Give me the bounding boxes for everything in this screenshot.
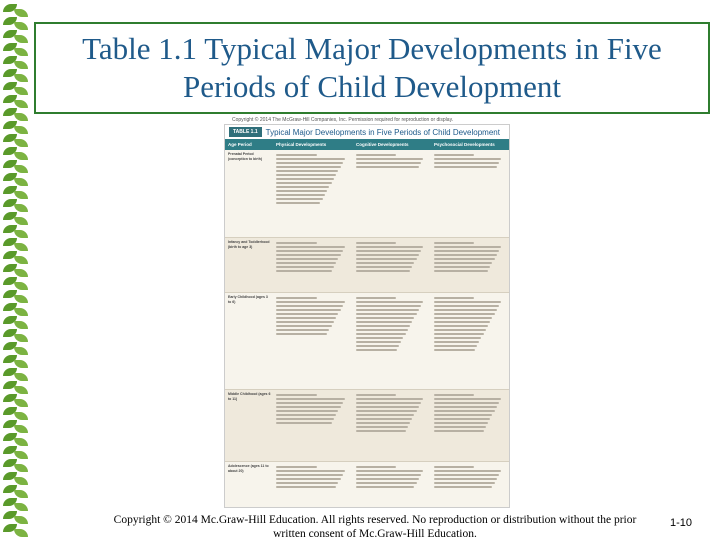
- leaf-decoration: [14, 282, 28, 290]
- illegible-text-line: [434, 246, 501, 248]
- table-row: [225, 150, 509, 238]
- illegible-text-line: [276, 258, 338, 260]
- illegible-text-line: [276, 242, 317, 244]
- illegible-text-line: [276, 398, 345, 400]
- illegible-text-line: [434, 422, 488, 424]
- illegible-text-line: [356, 349, 397, 351]
- column-header: Age Period: [228, 142, 252, 147]
- leaf-decoration: [14, 100, 28, 108]
- cell-text: [431, 150, 509, 237]
- illegible-text-line: [356, 466, 396, 468]
- illegible-text-line: [356, 301, 423, 303]
- illegible-text-line: [356, 474, 421, 476]
- table-row: [225, 462, 509, 508]
- illegible-text-line: [276, 178, 334, 180]
- illegible-text-line: [276, 174, 336, 176]
- leaf-decoration: [14, 269, 28, 277]
- leaf-decoration: [14, 74, 28, 82]
- leaf-decoration: [14, 113, 28, 121]
- leaf-decoration: [14, 451, 28, 459]
- illegible-text-line: [356, 262, 414, 264]
- illegible-text-line: [356, 470, 423, 472]
- illegible-text-line: [356, 430, 406, 432]
- illegible-text-line: [356, 410, 417, 412]
- illegible-text-line: [434, 482, 495, 484]
- illegible-text-line: [434, 341, 479, 343]
- illegible-text-line: [356, 242, 396, 244]
- illegible-text-line: [276, 162, 343, 164]
- leaf-decoration: [14, 295, 28, 303]
- illegible-text-line: [276, 170, 338, 172]
- cell-text: [273, 390, 353, 461]
- leaf-decoration: [14, 139, 28, 147]
- copyright-notice: Copyright © 2014 Mc.Graw-Hill Education. All rights reserved. No reproduction or distribution without the prior written consent of Mc.Graw-Hill Education.: [113, 514, 637, 540]
- illegible-text-line: [276, 154, 317, 156]
- illegible-text-line: [356, 478, 419, 480]
- illegible-text-line: [356, 254, 419, 256]
- cell-text: [353, 390, 431, 461]
- illegible-text-line: [356, 250, 421, 252]
- illegible-text-line: [276, 297, 317, 299]
- leaf-decoration: [14, 217, 28, 225]
- illegible-text-line: [356, 270, 410, 272]
- leaf-decoration: [14, 308, 28, 316]
- table-title: Typical Major Developments in Five Periods of Child Development: [265, 127, 500, 137]
- illegible-text-line: [434, 486, 492, 488]
- slide-number: 1-10: [669, 517, 692, 529]
- illegible-text-line: [434, 309, 497, 311]
- leaf-decoration: [14, 152, 28, 160]
- cell-text: [431, 293, 509, 389]
- illegible-text-line: [276, 186, 329, 188]
- leaf-decoration: [14, 35, 28, 43]
- illegible-text-line: [276, 486, 336, 488]
- illegible-text-line: [356, 158, 423, 160]
- row-period: Early Childhood (ages 3 to 6): [228, 295, 268, 304]
- illegible-text-line: [356, 486, 414, 488]
- table-row: [225, 238, 509, 293]
- illegible-text-line: [356, 258, 417, 260]
- cell-text: [273, 293, 353, 389]
- illegible-text-line: [276, 194, 325, 196]
- illegible-text-line: [434, 297, 474, 299]
- column-header: Physical Developments: [276, 142, 327, 147]
- illegible-text-line: [434, 258, 495, 260]
- illegible-text-line: [276, 418, 334, 420]
- row-period: Adolescence (ages 11 to about 20): [228, 464, 269, 473]
- illegible-text-line: [434, 329, 486, 331]
- leaf-decoration: [14, 334, 28, 342]
- title-box: [34, 22, 710, 114]
- illegible-text-line: [276, 482, 338, 484]
- illegible-text-line: [276, 266, 334, 268]
- illegible-text-line: [356, 482, 417, 484]
- illegible-text-line: [434, 398, 501, 400]
- illegible-text-line: [434, 349, 475, 351]
- decorative-leaf-border: [0, 0, 34, 540]
- illegible-text-line: [356, 394, 396, 396]
- illegible-text-line: [434, 414, 492, 416]
- leaf-decoration: [14, 412, 28, 420]
- illegible-text-line: [356, 398, 423, 400]
- leaf-decoration: [14, 438, 28, 446]
- illegible-text-line: [276, 333, 327, 335]
- illegible-text-line: [276, 325, 332, 327]
- column-header: Psychosocial Developments: [434, 142, 495, 147]
- illegible-text-line: [356, 337, 403, 339]
- leaf-decoration: [14, 321, 28, 329]
- illegible-text-line: [276, 410, 338, 412]
- leaf-decoration: [14, 373, 28, 381]
- illegible-text-line: [434, 325, 488, 327]
- illegible-text-line: [434, 305, 499, 307]
- illegible-text-line: [276, 305, 343, 307]
- illegible-text-line: [276, 329, 329, 331]
- illegible-text-line: [434, 166, 497, 168]
- illegible-text-line: [434, 154, 474, 156]
- illegible-text-line: [276, 254, 341, 256]
- leaf-decoration: [14, 87, 28, 95]
- row-period: Infancy and Toddlerhood (birth to age 3): [228, 240, 270, 249]
- illegible-text-line: [276, 402, 343, 404]
- cell-text: [431, 390, 509, 461]
- leaf-decoration: [14, 9, 28, 17]
- illegible-text-line: [276, 198, 323, 200]
- illegible-text-line: [356, 313, 417, 315]
- illegible-text-line: [356, 345, 399, 347]
- leaf-decoration: [14, 464, 28, 472]
- illegible-text-line: [434, 262, 492, 264]
- illegible-text-line: [356, 162, 421, 164]
- table-column-headers: [225, 139, 509, 150]
- illegible-text-line: [356, 402, 421, 404]
- illegible-text-line: [434, 478, 497, 480]
- leaf-decoration: [14, 204, 28, 212]
- leaf-decoration: [14, 22, 28, 30]
- leaf-decoration: [14, 490, 28, 498]
- cell-text: [353, 238, 431, 292]
- illegible-text-line: [276, 190, 327, 192]
- row-period: Prenatal Period (conception to birth): [228, 152, 263, 161]
- illegible-text-line: [434, 250, 499, 252]
- leaf-decoration: [14, 477, 28, 485]
- illegible-text-line: [434, 418, 490, 420]
- leaf-decoration: [14, 360, 28, 368]
- illegible-text-line: [276, 166, 341, 168]
- illegible-text-line: [276, 406, 341, 408]
- illegible-text-line: [434, 254, 497, 256]
- illegible-text-line: [356, 329, 408, 331]
- leaf-decoration: [14, 425, 28, 433]
- illegible-text-line: [276, 301, 345, 303]
- illegible-text-line: [434, 162, 499, 164]
- illegible-text-line: [356, 166, 419, 168]
- illegible-text-line: [356, 325, 410, 327]
- cell-text: [273, 150, 353, 237]
- illegible-text-line: [434, 313, 495, 315]
- leaf-decoration: [14, 386, 28, 394]
- illegible-text-line: [276, 466, 317, 468]
- illegible-text-line: [434, 426, 486, 428]
- slide-title: Table 1.1 Typical Major Developments in Five Periods of Child Development: [82, 31, 662, 104]
- illegible-text-line: [356, 426, 408, 428]
- leaf-decoration: [14, 399, 28, 407]
- illegible-text-line: [434, 474, 499, 476]
- illegible-text-line: [434, 430, 484, 432]
- illegible-text-line: [276, 313, 338, 315]
- column-header: Cognitive Developments: [356, 142, 409, 147]
- illegible-text-line: [276, 422, 332, 424]
- illegible-text-line: [434, 266, 490, 268]
- cell-text: [353, 150, 431, 237]
- leaf-decoration: [14, 516, 28, 524]
- illegible-text-line: [434, 270, 488, 272]
- leaf-decoration: [14, 178, 28, 186]
- illegible-text-line: [434, 394, 474, 396]
- illegible-text-line: [356, 309, 419, 311]
- illegible-text-line: [356, 154, 396, 156]
- illegible-text-line: [276, 182, 332, 184]
- illegible-text-line: [276, 270, 332, 272]
- illegible-text-line: [434, 321, 490, 323]
- illegible-text-line: [356, 246, 423, 248]
- table-header: [225, 125, 509, 139]
- illegible-text-line: [276, 478, 341, 480]
- illegible-text-line: [276, 202, 320, 204]
- leaf-decoration: [14, 165, 28, 173]
- illegible-text-line: [276, 470, 345, 472]
- illegible-text-line: [356, 414, 414, 416]
- table-image: [224, 124, 510, 508]
- leaf-decoration: [14, 230, 28, 238]
- illegible-text-line: [276, 394, 317, 396]
- cell-text: [431, 462, 509, 508]
- illegible-text-line: [356, 321, 412, 323]
- cell-text: [353, 293, 431, 389]
- leaf-decoration: [14, 126, 28, 134]
- leaf-decoration: [14, 48, 28, 56]
- cell-text: [273, 462, 353, 508]
- illegible-text-line: [434, 317, 492, 319]
- illegible-text-line: [356, 317, 414, 319]
- cell-text: [273, 238, 353, 292]
- illegible-text-line: [276, 474, 343, 476]
- illegible-text-line: [276, 414, 336, 416]
- illegible-text-line: [434, 406, 497, 408]
- leaf-decoration: [14, 191, 28, 199]
- illegible-text-line: [356, 418, 412, 420]
- illegible-text-line: [356, 333, 406, 335]
- illegible-text-line: [434, 466, 474, 468]
- cell-text: [431, 238, 509, 292]
- illegible-text-line: [276, 309, 341, 311]
- illegible-text-line: [434, 242, 474, 244]
- illegible-text-line: [434, 337, 481, 339]
- leaf-decoration: [14, 529, 28, 537]
- illegible-text-line: [434, 402, 499, 404]
- illegible-text-line: [356, 341, 401, 343]
- row-period: Middle Childhood (ages 6 to 11): [228, 392, 271, 401]
- illegible-text-line: [276, 250, 343, 252]
- illegible-text-line: [356, 406, 419, 408]
- illegible-text-line: [434, 470, 501, 472]
- leaf-decoration: [14, 243, 28, 251]
- illegible-text-line: [276, 262, 336, 264]
- illegible-text-line: [356, 422, 410, 424]
- leaf-decoration: [14, 61, 28, 69]
- leaf-decoration: [14, 347, 28, 355]
- illegible-text-line: [434, 345, 477, 347]
- illegible-text-line: [276, 317, 336, 319]
- illegible-text-line: [434, 158, 501, 160]
- table-credit-line: Copyright © 2014 The McGraw-Hill Companies, Inc. Permission required for reproduction or display.: [232, 117, 454, 123]
- illegible-text-line: [276, 246, 345, 248]
- leaf-decoration: [14, 256, 28, 264]
- leaf-decoration: [14, 503, 28, 511]
- table-tag: TABLE 1.1: [229, 127, 262, 137]
- illegible-text-line: [434, 301, 501, 303]
- cell-text: [353, 462, 431, 508]
- illegible-text-line: [276, 321, 334, 323]
- illegible-text-line: [356, 297, 396, 299]
- illegible-text-line: [356, 305, 421, 307]
- illegible-text-line: [356, 266, 412, 268]
- illegible-text-line: [434, 410, 495, 412]
- illegible-text-line: [434, 333, 484, 335]
- illegible-text-line: [276, 158, 345, 160]
- table-row: [225, 293, 509, 390]
- table-row: [225, 390, 509, 462]
